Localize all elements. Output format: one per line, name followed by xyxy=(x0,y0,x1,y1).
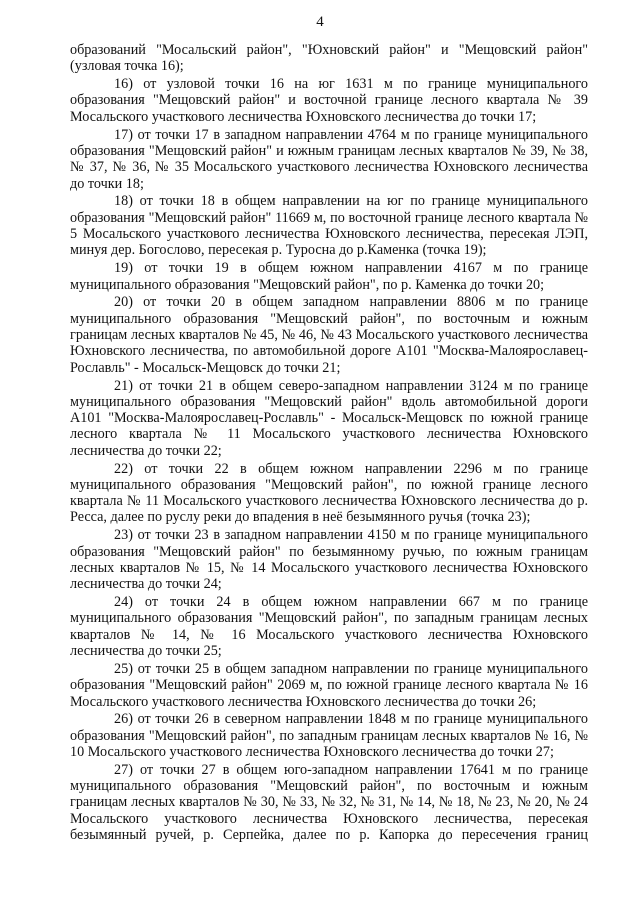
document-body xyxy=(70,42,588,845)
paragraph-item-17: 17) от точки 17 в западном направлении 4764 м по границе муниципального образования "Мещовский район" и южным границам лесных кварталов № 39, № 38, № 37, № 36, № 35 Мосальского участкового лесничества Юхновского лесничества до точки 18; xyxy=(70,126,588,192)
paragraph-item-16: 16) от узловой точки 16 на юг 1631 м по границе муниципального образования "Мещовский район" и восточной границе лесного квартала № 39 Мосальского участкового лесничества Юхновского лесничества до точки 17; xyxy=(70,76,588,125)
paragraph-item-23: 23) от точки 23 в западном направлении 4150 м по границе муниципального образования "Мещовский район" по безымянному ручью, по южным границам лесных кварталов № 15, № 14 Мосальского участкового лесничества Юхновского лесничества до точки 24; xyxy=(70,527,588,593)
paragraph-item-24: 24) от точки 24 в общем южном направлении 667 м по границе муниципального образования "Мещовский район", по западным границам лесных кварталов № 14, № 16 Мосальского участкового лесничества Юхновского лесничества до точки 25; xyxy=(70,594,588,660)
page-number: 4 xyxy=(316,14,324,30)
paragraph-item-25: 25) от точки 25 в общем западном направлении по границе муниципального образования "Мещовский район" 2069 м, по южной границе лесного квартала № 16 Мосальского участкового лесничества Юхновского лесничества до точки 26; xyxy=(70,660,588,710)
paragraph-item-22: 22) от точки 22 в общем южном направлении 2296 м по границе муниципального образования "Мещовский район", по южной границе лесного квартала № 11 Мосальского участкового лесничества Юхновского лесничества до р. Ресса, далее по руслу реки до впадения в неё безымянного ручья (точка 23); xyxy=(70,460,588,526)
paragraph-item-26: 26) от точки 26 в северном направлении 1848 м по границе муниципального образования "Мещовский район", по западным границам лесных кварталов № 16, № 10 Мосальского участкового лесничества Юхновского лесничества до точки 27; xyxy=(70,711,588,760)
paragraph-item-19: 19) от точки 19 в общем южном направлении 4167 м по границе муниципального образования "Мещовский район", по р. Каменка до точки 20; xyxy=(70,260,588,293)
paragraph-item-27: 27) от точки 27 в общем юго-западном направлении 17641 м по границе муниципального образования "Мещовский район", по восточным и южным границам лесных кварталов № 30, № 33, № 32, № 31, № 14, № 18, № 23, № 20, № 24 Мосальского участкового лесничества Юхновского лесничества, пересекая безымянный ручей, р. Серпейка, далее по р. Капорка до пересечения границ xyxy=(70,761,588,844)
paragraph-continuation: образований "Мосальский район", "Юхновский район" и "Мещовский район" (узловая точка 16); xyxy=(70,42,588,75)
paragraph-item-18: 18) от точки 18 в общем направлении на юг по границе муниципального образования "Мещовский район" 11669 м, по восточной границе лесного квартала № 5 Мосальского участкового лесничества Юхновского лесничества, пересекая ЛЭП, минуя дер. Богослово, пересекая р. Туросна до р.Каменка (точка 19); xyxy=(70,193,588,259)
paragraph-item-20: 20) от точки 20 в общем западном направлении 8806 м по границе муниципального образования "Мещовский район", по восточным и южным границам лесных кварталов № 45, № 46, № 43 Мосальского участкового лесничества Юхновского лесничества, по автомобильной дороге А101 "Москва-Малоярославец-Рославль" - Мосальск-Мещовск до точки 21; xyxy=(70,294,588,376)
paragraph-item-21: 21) от точки 21 в общем северо-западном направлении 3124 м по границе муниципального образования "Мещовский район" вдоль автомобильной дороги А101 "Москва-Малоярославец-Рославль" - Мосальск-Мещовск по южной границе лесного квартала № 11 Мосальского участкового лесничества Юхновского лесничества до точки 22; xyxy=(70,377,588,459)
